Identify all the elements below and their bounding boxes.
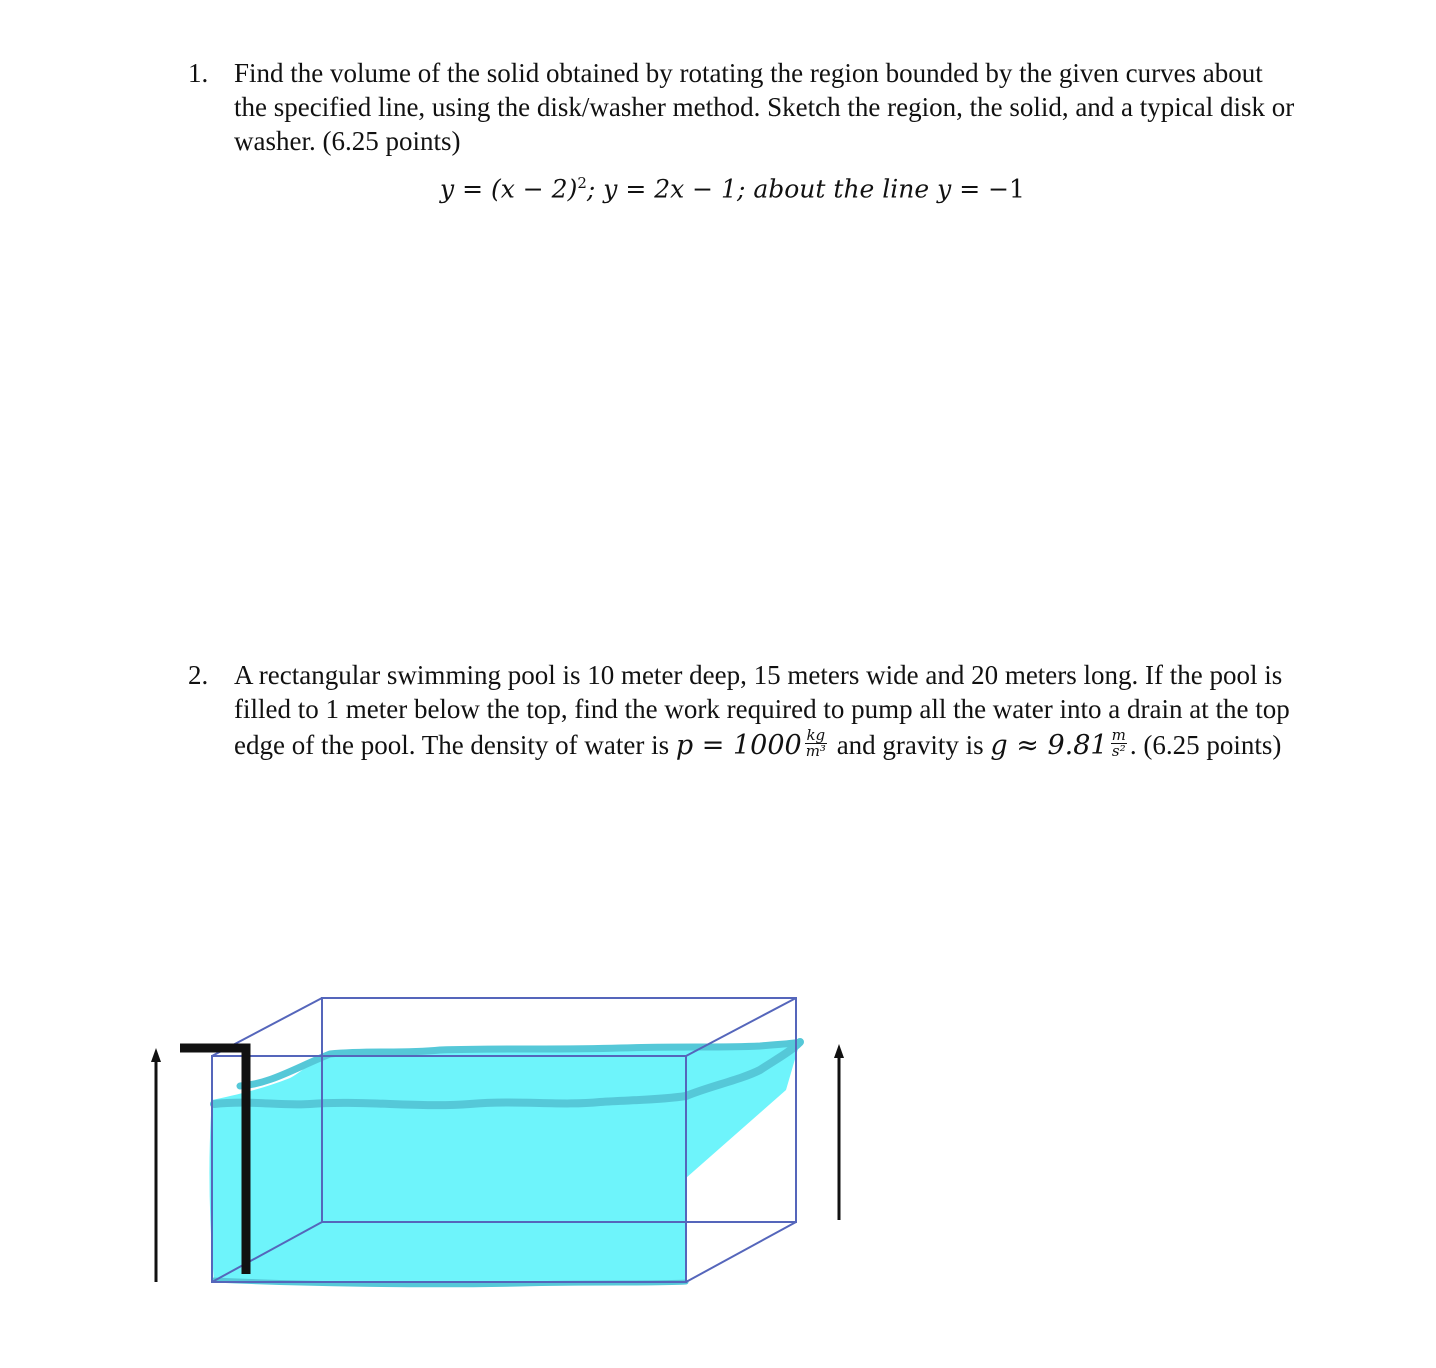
equation-part-1: y = (x − 2) (440, 174, 578, 204)
water-fill (209, 1042, 800, 1282)
problem-2-line-1: A rectangular swimming pool is 10 meter deep, 15 meters wide and 20 meters long. If the pool is (234, 660, 1283, 690)
line-3-text-c: . (6.25 points) (1129, 730, 1282, 760)
right-height-arrow (834, 1044, 844, 1220)
problem-1-line-1: Find the volume of the solid obtained by rotating the region bounded by the given curves about (234, 58, 1263, 88)
pool-edge-bottom-right (686, 1222, 796, 1282)
equation-part-3: about the line y (753, 174, 952, 204)
problem-1-line-2: the specified line, using the disk/washer method. Sketch the region, the solid, and a typical disk or (234, 92, 1295, 122)
equation-exponent: 2 (577, 174, 587, 192)
line-3-text-a: edge of the pool. The density of water is (234, 730, 676, 760)
problem-1-number: 1. (188, 58, 209, 88)
problem-1-line-3: washer. (6.25 points) (234, 126, 461, 156)
density-expression: p = 1000 (675, 730, 802, 761)
gravity-expression: g ≈ 9.81 (990, 730, 1108, 761)
left-arrow-head (151, 1048, 161, 1062)
right-arrow-head (834, 1044, 844, 1058)
left-height-arrow (151, 1048, 161, 1282)
density-unit-denominator: m³ (805, 742, 826, 761)
density-unit-numerator: kg (806, 726, 826, 745)
equation-part-4: = −1 (951, 174, 1025, 204)
problem-2-line-2: filled to 1 meter below the top, find the work required to pump all the water into a drain at the top (234, 694, 1290, 724)
line-3-text-b: and gravity is (829, 730, 991, 760)
gravity-unit-denominator: s² (1111, 742, 1126, 761)
problem-2-number: 2. (188, 660, 209, 690)
equation-part-2: ; y = 2x − 1; (586, 174, 754, 204)
gravity-unit-numerator: m (1111, 726, 1126, 745)
